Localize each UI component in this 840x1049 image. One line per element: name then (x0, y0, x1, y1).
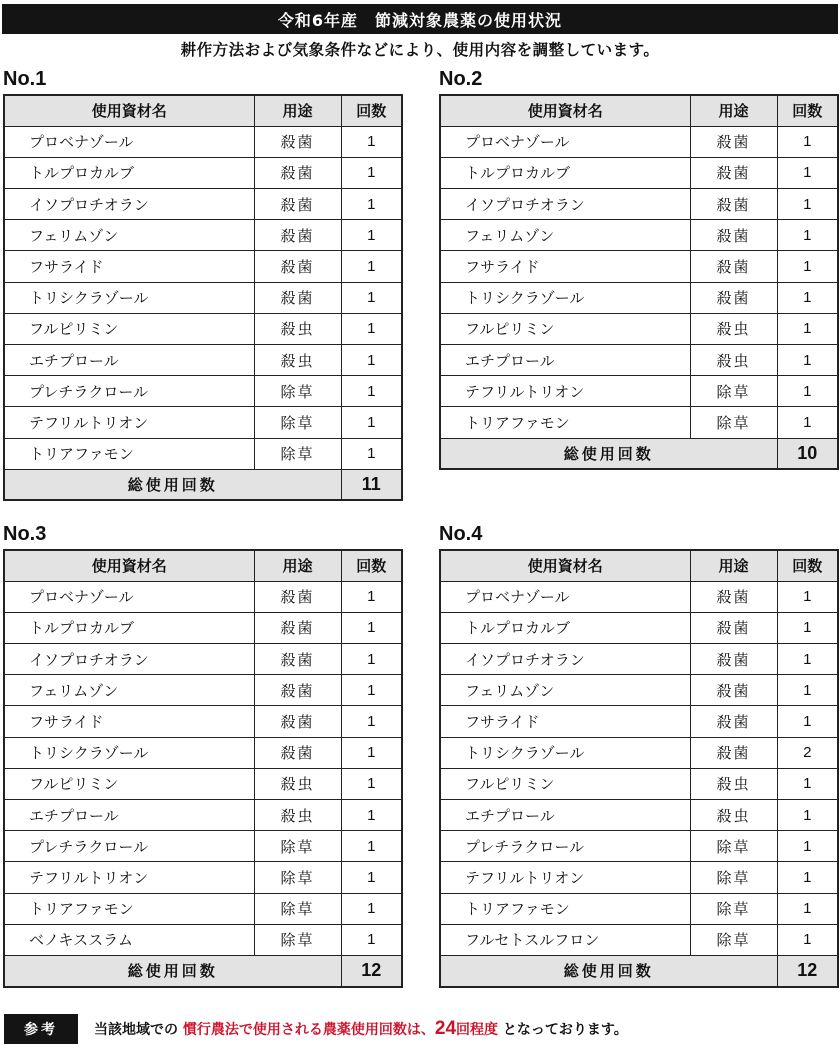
material-name: プロベナゾール (440, 126, 690, 157)
material-use: 除草 (690, 376, 777, 407)
material-count: 1 (341, 831, 402, 862)
table-row (440, 345, 838, 376)
material-name: トルプロカルブ (4, 612, 254, 643)
total-row (440, 955, 838, 986)
material-use: 除草 (690, 893, 777, 924)
material-name: エチプロール (4, 345, 254, 376)
material-name: トリシクラゾール (440, 282, 690, 313)
total-label: 総使用回数 (440, 955, 777, 986)
header-name: 使用資材名 (4, 95, 254, 126)
material-name: トルプロカルブ (440, 157, 690, 188)
material-count: 1 (341, 189, 402, 220)
material-use: 殺菌 (254, 737, 341, 768)
material-count: 1 (341, 737, 402, 768)
material-count: 1 (341, 220, 402, 251)
material-count: 1 (341, 893, 402, 924)
table-row (440, 737, 838, 768)
total-label: 総使用回数 (440, 438, 777, 469)
table-row (440, 282, 838, 313)
table-row (4, 189, 402, 220)
table-row (4, 831, 402, 862)
material-count: 1 (777, 675, 838, 706)
pesticide-table (439, 94, 839, 470)
material-name: フェリムゾン (4, 675, 254, 706)
material-name: トリアファモン (4, 438, 254, 469)
panel-label: No.2 (439, 68, 483, 90)
table-row (440, 862, 838, 893)
total-value: 12 (341, 955, 402, 986)
material-use: 殺虫 (690, 345, 777, 376)
material-name: テフリルトリオン (440, 862, 690, 893)
material-count: 1 (777, 862, 838, 893)
pesticide-table (3, 549, 403, 988)
material-count: 1 (777, 313, 838, 344)
material-use: 殺菌 (690, 581, 777, 612)
table-row (440, 407, 838, 438)
material-name: トリシクラゾール (440, 737, 690, 768)
material-count: 1 (341, 438, 402, 469)
table-row (440, 376, 838, 407)
material-count: 1 (341, 251, 402, 282)
table-row (440, 220, 838, 251)
table-row (4, 438, 402, 469)
material-count: 1 (777, 706, 838, 737)
material-count: 1 (777, 376, 838, 407)
material-count: 1 (777, 612, 838, 643)
material-count: 1 (777, 581, 838, 612)
material-name: プレチラクロール (440, 831, 690, 862)
material-use: 殺虫 (254, 800, 341, 831)
material-use: 除草 (254, 376, 341, 407)
table-row (440, 126, 838, 157)
material-count: 1 (341, 126, 402, 157)
panel-label: No.4 (439, 523, 483, 545)
material-use: 殺菌 (254, 581, 341, 612)
material-use: 殺虫 (690, 800, 777, 831)
table-row (440, 675, 838, 706)
total-row (440, 438, 838, 469)
table-row (440, 313, 838, 344)
total-value: 10 (777, 438, 838, 469)
material-name: イソプロチオラン (440, 189, 690, 220)
material-use: 除草 (254, 831, 341, 862)
table-row (4, 644, 402, 675)
table-row (4, 407, 402, 438)
table-header-row (440, 95, 838, 126)
table-row (440, 831, 838, 862)
header-count: 回数 (341, 95, 402, 126)
material-use: 殺菌 (690, 220, 777, 251)
material-use: 除草 (254, 924, 341, 955)
reference-prefix: 当該地域での (94, 1022, 178, 1038)
pesticide-table (3, 94, 403, 501)
material-use: 殺菌 (254, 282, 341, 313)
material-name: トリアファモン (440, 407, 690, 438)
material-use: 除草 (690, 831, 777, 862)
panel-label: No.3 (3, 523, 47, 545)
material-name: トリシクラゾール (4, 282, 254, 313)
material-use: 殺虫 (690, 768, 777, 799)
table-row (4, 768, 402, 799)
material-count: 1 (777, 924, 838, 955)
material-name: プロベナゾール (4, 126, 254, 157)
material-use: 殺菌 (254, 251, 341, 282)
material-name: フサライド (440, 251, 690, 282)
table-row (440, 924, 838, 955)
table-row (4, 612, 402, 643)
material-name: フサライド (440, 706, 690, 737)
header-count: 回数 (777, 95, 838, 126)
material-name: フルピリミン (4, 313, 254, 344)
table-row (440, 706, 838, 737)
reference-number: 24 (434, 1018, 457, 1039)
material-use: 殺菌 (690, 251, 777, 282)
material-use: 除草 (690, 407, 777, 438)
table-row (440, 612, 838, 643)
material-name: トリアファモン (4, 893, 254, 924)
header-name: 使用資材名 (440, 95, 690, 126)
panel-label: No.1 (3, 68, 47, 90)
total-label: 総使用回数 (4, 469, 341, 500)
material-use: 除草 (254, 893, 341, 924)
material-count: 1 (777, 157, 838, 188)
material-count: 1 (341, 800, 402, 831)
total-row (4, 955, 402, 986)
material-name: エチプロール (440, 345, 690, 376)
table-row (4, 376, 402, 407)
material-name: プレチラクロール (4, 376, 254, 407)
total-value: 12 (777, 955, 838, 986)
header-count: 回数 (777, 550, 838, 581)
material-count: 1 (341, 157, 402, 188)
material-count: 1 (777, 893, 838, 924)
table-header-row (4, 550, 402, 581)
material-count: 1 (341, 924, 402, 955)
pesticide-table (439, 549, 839, 988)
material-count: 1 (777, 800, 838, 831)
table-row (4, 581, 402, 612)
material-name: テフリルトリオン (440, 376, 690, 407)
table-row (440, 581, 838, 612)
material-name: プロベナゾール (4, 581, 254, 612)
material-use: 殺菌 (690, 189, 777, 220)
material-use: 殺菌 (254, 675, 341, 706)
table-row (4, 862, 402, 893)
table-row (4, 220, 402, 251)
material-use: 除草 (254, 862, 341, 893)
table-row (4, 282, 402, 313)
header-count: 回数 (341, 550, 402, 581)
table-row (4, 345, 402, 376)
header-use: 用途 (690, 95, 777, 126)
material-use: 殺虫 (690, 313, 777, 344)
material-use: 殺菌 (254, 220, 341, 251)
table-row (440, 157, 838, 188)
material-count: 1 (777, 220, 838, 251)
material-name: エチプロール (440, 800, 690, 831)
total-label: 総使用回数 (4, 955, 341, 986)
material-use: 除草 (690, 862, 777, 893)
table-row (440, 644, 838, 675)
reference-highlight: 慣行農法で使用される農薬使用回数は、 (182, 1022, 435, 1038)
material-use: 殺菌 (254, 189, 341, 220)
material-count: 1 (341, 376, 402, 407)
table-row (4, 126, 402, 157)
table-row (440, 251, 838, 282)
material-name: イソプロチオラン (4, 644, 254, 675)
material-name: テフリルトリオン (4, 862, 254, 893)
material-use: 除草 (690, 924, 777, 955)
material-count: 1 (777, 126, 838, 157)
header-use: 用途 (690, 550, 777, 581)
header-use: 用途 (254, 95, 341, 126)
table-row (4, 737, 402, 768)
material-count: 1 (777, 407, 838, 438)
material-count: 1 (341, 706, 402, 737)
table-row (440, 189, 838, 220)
material-count: 1 (777, 282, 838, 313)
reference-note (94, 1014, 628, 1044)
material-use: 殺菌 (690, 126, 777, 157)
material-use: 殺菌 (690, 644, 777, 675)
material-name: フルピリミン (440, 768, 690, 799)
material-count: 1 (341, 675, 402, 706)
material-count: 1 (341, 282, 402, 313)
material-name: フェリムゾン (440, 220, 690, 251)
table-row (4, 924, 402, 955)
table-row (440, 893, 838, 924)
material-count: 1 (341, 313, 402, 344)
header-use: 用途 (254, 550, 341, 581)
material-count: 1 (777, 644, 838, 675)
material-name: フルセトスルフロン (440, 924, 690, 955)
table-row (4, 157, 402, 188)
material-name: イソプロチオラン (440, 644, 690, 675)
material-name: フサライド (4, 706, 254, 737)
material-count: 1 (341, 612, 402, 643)
material-name: フサライド (4, 251, 254, 282)
table-row (4, 706, 402, 737)
material-use: 殺菌 (254, 612, 341, 643)
table-row (4, 675, 402, 706)
reference-highlight-unit: 回程度 (456, 1022, 499, 1038)
material-count: 1 (341, 345, 402, 376)
material-name: トルプロカルブ (4, 157, 254, 188)
reference-tag: 参考 (4, 1014, 78, 1044)
table-header-row (4, 95, 402, 126)
material-count: 1 (341, 644, 402, 675)
material-name: フェリムゾン (440, 675, 690, 706)
table-row (440, 800, 838, 831)
material-use: 殺菌 (254, 157, 341, 188)
table-row (4, 800, 402, 831)
material-name: イソプロチオラン (4, 189, 254, 220)
material-use: 除草 (254, 407, 341, 438)
material-use: 殺虫 (254, 768, 341, 799)
material-use: 除草 (254, 438, 341, 469)
material-use: 殺菌 (690, 706, 777, 737)
material-name: フルピリミン (4, 768, 254, 799)
material-name: ベノキススラム (4, 924, 254, 955)
material-count: 1 (777, 768, 838, 799)
material-name: エチプロール (4, 800, 254, 831)
table-row (4, 251, 402, 282)
material-count: 1 (341, 407, 402, 438)
header-name: 使用資材名 (4, 550, 254, 581)
material-name: トリアファモン (440, 893, 690, 924)
material-count: 1 (777, 831, 838, 862)
material-count: 1 (341, 768, 402, 799)
material-name: プレチラクロール (4, 831, 254, 862)
page-title: 令和6年産 節減対象農薬の使用状況 (2, 4, 838, 34)
material-name: フルピリミン (440, 313, 690, 344)
table-row (4, 313, 402, 344)
material-name: フェリムゾン (4, 220, 254, 251)
page-subtitle: 耕作方法および気象条件などにより、使用内容を調整しています。 (180, 41, 660, 59)
material-count: 1 (777, 251, 838, 282)
table-header-row (440, 550, 838, 581)
material-use: 殺菌 (690, 737, 777, 768)
total-value: 11 (341, 469, 402, 500)
material-use: 殺虫 (254, 313, 341, 344)
material-count: 1 (341, 581, 402, 612)
material-use: 殺虫 (254, 345, 341, 376)
table-row (4, 893, 402, 924)
material-use: 殺菌 (254, 644, 341, 675)
material-name: トルプロカルブ (440, 612, 690, 643)
material-use: 殺菌 (254, 126, 341, 157)
material-use: 殺菌 (690, 675, 777, 706)
material-name: テフリルトリオン (4, 407, 254, 438)
material-name: プロベナゾール (440, 581, 690, 612)
material-count: 1 (777, 189, 838, 220)
material-use: 殺菌 (254, 706, 341, 737)
reference-suffix: となっております。 (502, 1022, 628, 1038)
material-use: 殺菌 (690, 612, 777, 643)
table-row (440, 768, 838, 799)
header-name: 使用資材名 (440, 550, 690, 581)
material-name: トリシクラゾール (4, 737, 254, 768)
material-use: 殺菌 (690, 157, 777, 188)
material-count: 1 (341, 862, 402, 893)
material-count: 1 (777, 345, 838, 376)
total-row (4, 469, 402, 500)
material-use: 殺菌 (690, 282, 777, 313)
material-count: 2 (777, 737, 838, 768)
